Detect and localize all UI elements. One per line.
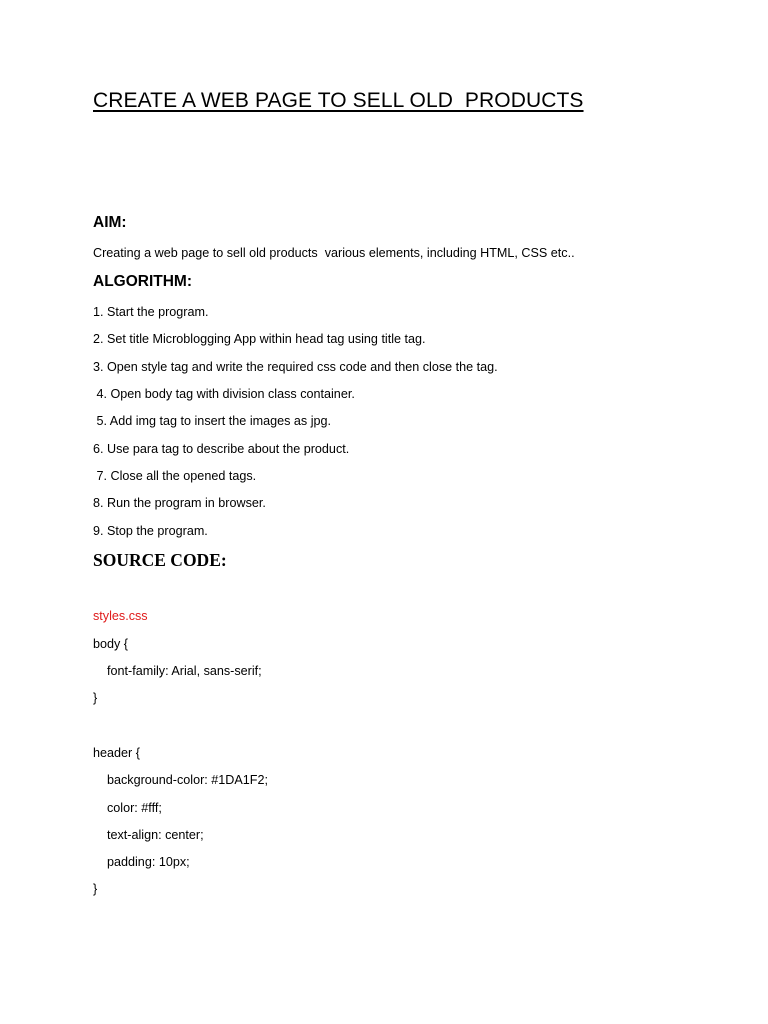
algorithm-step: 2. Set title Microblogging App within head tag using title tag. (93, 332, 426, 346)
aim-text: Creating a web page to sell old products various elements, including HTML, CSS etc.. (93, 246, 575, 260)
algorithm-step: 6. Use para tag to describe about the product. (93, 442, 350, 456)
code-line: text-align: center; (93, 828, 204, 842)
algorithm-step: 7. Close all the opened tags. (93, 469, 257, 483)
source-code-heading: SOURCE CODE: (93, 550, 227, 570)
document-title: CREATE A WEB PAGE TO SELL OLD PRODUCTS (93, 89, 584, 112)
code-file-name: styles.css (93, 609, 148, 623)
aim-heading: AIM: (93, 214, 127, 231)
code-line: header { (93, 746, 140, 760)
code-line: background-color: #1DA1F2; (93, 773, 269, 787)
code-line: } (93, 882, 98, 896)
algorithm-step: 4. Open body tag with division class container. (93, 387, 355, 401)
code-line: body { (93, 637, 129, 651)
algorithm-step: 9. Stop the program. (93, 524, 208, 538)
code-line: padding: 10px; (93, 855, 190, 869)
algorithm-heading: ALGORITHM: (93, 273, 193, 290)
code-line: } (93, 691, 98, 705)
algorithm-step: 5. Add img tag to insert the images as jpg. (93, 414, 332, 428)
code-line: color: #fff; (93, 801, 162, 815)
algorithm-step: 8. Run the program in browser. (93, 496, 266, 510)
algorithm-step: 1. Start the program. (93, 305, 209, 319)
algorithm-step: 3. Open style tag and write the required css code and then close the tag. (93, 360, 498, 374)
code-line: font-family: Arial, sans-serif; (93, 664, 262, 678)
